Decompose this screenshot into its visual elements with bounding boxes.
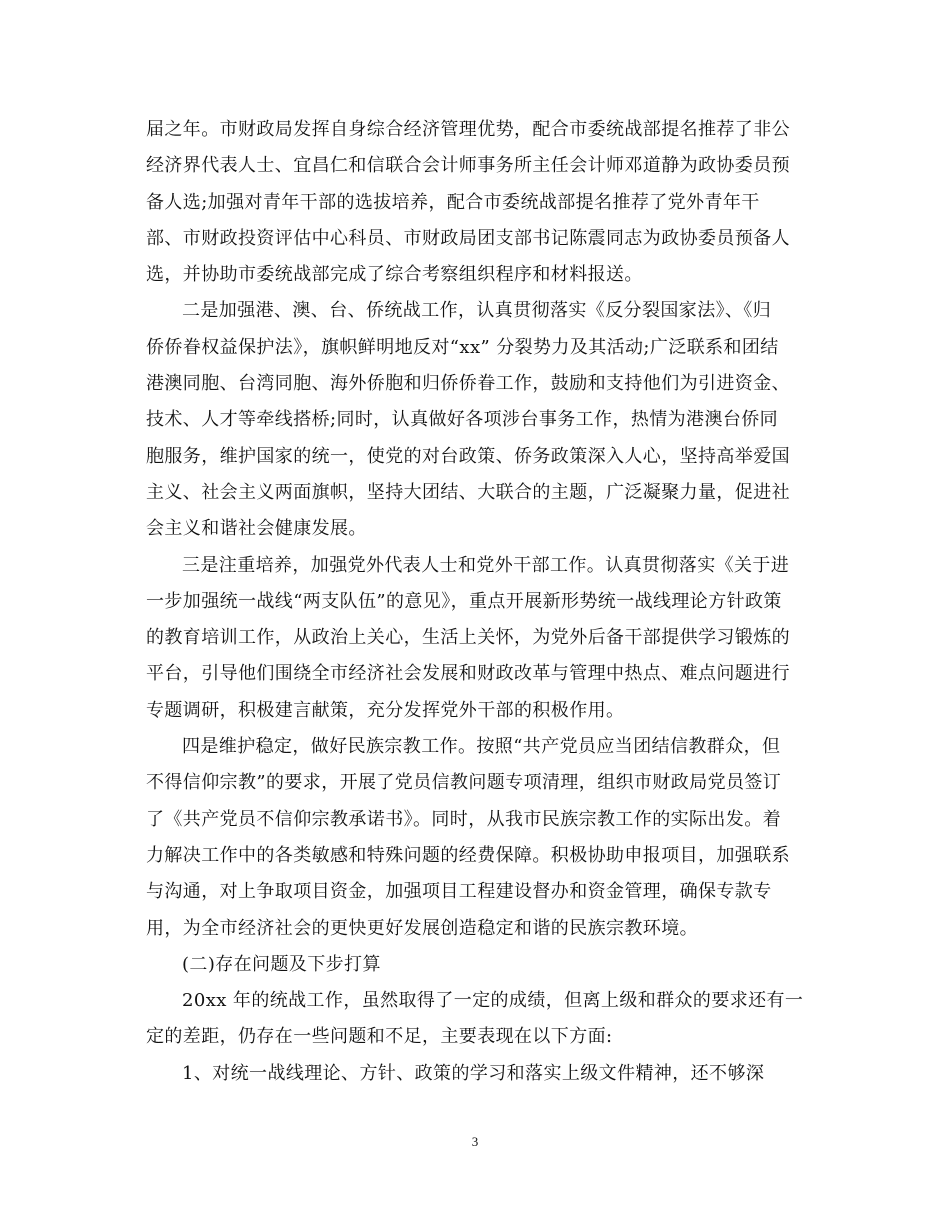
text-line: 与沟通，对上争取项目资金，加强项目工程建设督办和资金管理，确保专款专 xyxy=(146,881,772,903)
text-line: 了《共产党员不信仰宗教承诺书》。同时，从我市民族宗教工作的实际出发。着 xyxy=(146,808,781,830)
text-line: 港澳同胞、台湾同胞、海外侨胞和归侨侨眷工作，鼓励和支持他们为引进资金、 xyxy=(146,373,790,395)
text-line: 选，并协助市委统战部完成了综合考察组织程序和材料报送。 xyxy=(146,264,643,286)
section-heading: (二)存在问题及下步打算 xyxy=(182,953,381,975)
paragraph-start-line: 1、对统一战线理论、方针、政策的学习和落实上级文件精神，还不够深 xyxy=(182,1062,765,1084)
text-line: 经济界代表人士、宜昌仁和信联合会计师事务所主任会计师邓道静为政协委员预 xyxy=(146,155,790,177)
text-line: 技术、人才等牵线搭桥;同时，认真做好各项涉台事务工作，热情为港澳台侨同 xyxy=(146,409,779,431)
text-line: 备人选;加强对青年干部的选拔培养，配合市委统战部提名推荐了党外青年干 xyxy=(146,191,760,213)
text-line: 专题调研，积极建言献策，充分发挥党外干部的积极作用。 xyxy=(146,699,625,721)
text-line: 平台，引导他们围绕全市经济社会发展和财政改革与管理中热点、难点问题进行 xyxy=(146,663,790,685)
paragraph-start-line: 二是加强港、澳、台、侨统战工作，认真贯彻落实《反分裂国家法》、《归 xyxy=(182,300,772,322)
text-line: 会主义和谐社会健康发展。 xyxy=(146,518,367,540)
paragraph-start-line: 四是维护稳定，做好民族宗教工作。按照“共产党员应当团结信教群众，但 xyxy=(182,736,781,758)
paragraph-start-line: 20xx 年的统战工作，虽然取得了一定的成绩，但离上级和群众的要求还有一 xyxy=(182,990,804,1012)
text-line: 主义、社会主义两面旗帜，坚持大团结、大联合的主题，广泛凝聚力量，促进社 xyxy=(146,481,790,503)
text-line: 不得信仰宗教”的要求，开展了党员信教问题专项清理，组织市财政局党员签订 xyxy=(146,772,782,794)
text-line: 胞服务，维护国家的统一，使党的对台政策、侨务政策深入人心，坚持高举爱国 xyxy=(146,445,790,467)
text-line: 用，为全市经济社会的更快更好发展创造稳定和谐的民族宗教环境。 xyxy=(146,917,698,939)
page-number: 3 xyxy=(471,1134,479,1149)
text-line: 的教育培训工作，从政治上关心，生活上关怀，为党外后备干部提供学习锻炼的 xyxy=(146,627,790,649)
body-text xyxy=(146,112,808,1092)
paragraph-start-line: 三是注重培养，加强党外代表人士和党外干部工作。认真贯彻落实《关于进 xyxy=(182,554,790,576)
text-line: 一步加强统一战线“两支队伍”的意见》，重点开展新形势统一战线理论方针政策 xyxy=(146,590,782,612)
text-line: 侨侨眷权益保护法》，旗帜鲜明地反对“xx” 分裂势力及其活动;广泛联系和团结 xyxy=(146,336,779,358)
text-line: 力解决工作中的各类敏感和特殊问题的经费保障。积极协助申报项目，加强联系 xyxy=(146,844,790,866)
text-line: 部、市财政投资评估中心科员、市财政局团支部书记陈震同志为政协委员预备人 xyxy=(146,227,790,249)
text-line: 届之年。市财政局发挥自身综合经济管理优势，配合市委统战部提名推荐了非公 xyxy=(146,119,790,140)
text-line: 定的差距，仍存在一些问题和不足，主要表现在以下方面: xyxy=(146,1026,613,1048)
